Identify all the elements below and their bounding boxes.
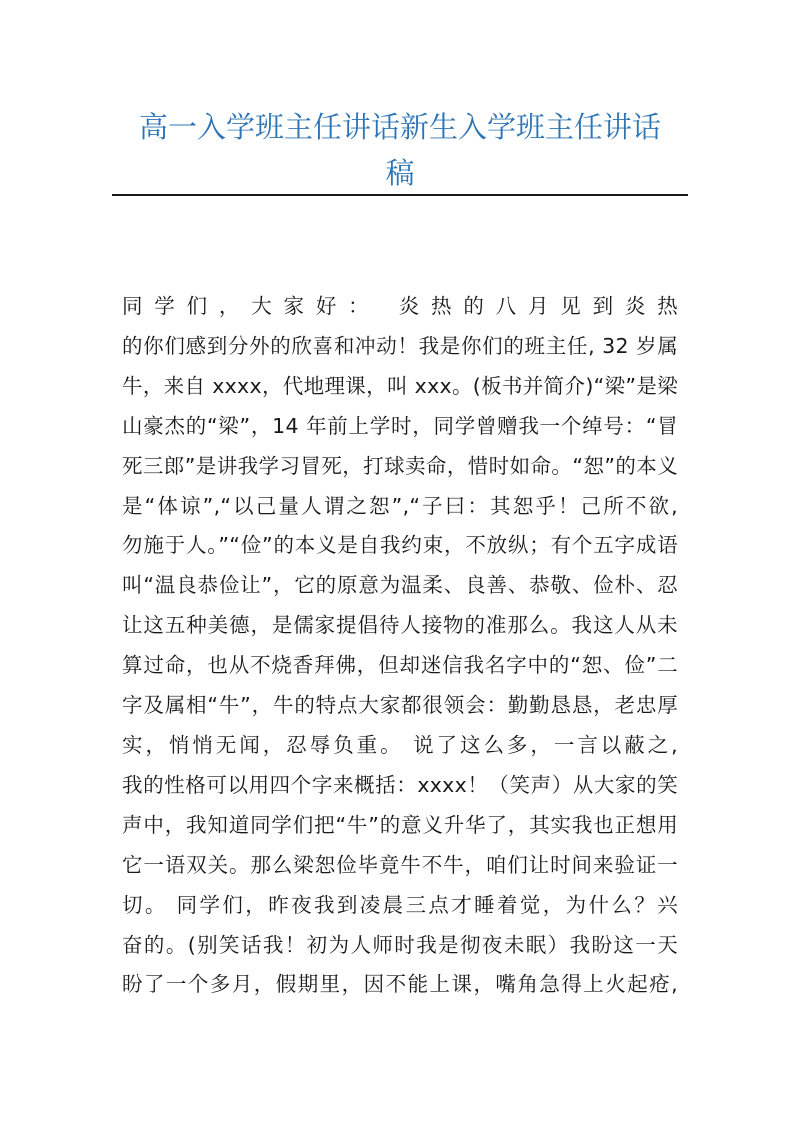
body-line: 实，悄悄无闻，忍辱负重。 说了这么多，一言以蔽之,	[122, 732, 678, 757]
body-line: 我的性格可以用四个字来概括：xxxx！（笑声）从大家的笑	[122, 772, 678, 797]
body-line: 切。 同学们，昨夜我到凌晨三点才睡着觉，为什么？兴	[122, 892, 678, 917]
body-line: 山豪杰的“梁”，14 年前上学时，同学曾赠我一个绰号：“冒	[122, 413, 678, 438]
body-line: 是“体谅”,“以己量人谓之恕”,“子曰：其恕乎！己所不欲,	[122, 493, 678, 518]
body-line: 字及属相“牛”，牛的特点大家都很领会：勤勤恳恳，老忠厚	[122, 693, 678, 718]
body-line: 的你们感到分外的欣喜和冲动！我是你们的班主任, 32 岁属	[122, 333, 678, 358]
title-line-1: 高一入学班主任讲话新生入学班主任讲话	[138, 110, 661, 144]
title-line-2: 稿	[385, 156, 415, 190]
body-line: 盼了一个多月，假期里，因不能上课，嘴角急得上火起疮,	[122, 972, 678, 997]
title-divider	[112, 194, 688, 196]
speech-body	[122, 287, 678, 1005]
body-line: 死三郎”是讲我学习冒死，打球卖命，惜时如命。“恕”的本义	[122, 453, 678, 478]
body-line: 让这五种美德，是儒家提倡待人接物的准那么。我这人从未	[122, 613, 678, 638]
document-title	[112, 104, 688, 196]
body-line: 叫“温良恭俭让”，它的原意为温柔、良善、恭敬、俭朴、忍	[122, 573, 678, 598]
body-line: 勿施于人。”“俭”的本义是自我约束，不放纵；有个五字成语	[122, 533, 678, 558]
body-line: 它一语双关。那么梁恕俭毕竟牛不牛，咱们让时间来验证一	[122, 852, 678, 877]
body-line: 奋的。(别笑话我！初为人师时我是彻夜未眠）我盼这一天	[122, 932, 678, 957]
body-line: 同学们，大家好： 炎热的八月见到炎热	[122, 294, 678, 318]
body-line: 算过命，也从不烧香拜佛，但却迷信我名字中的“恕、俭”二	[122, 653, 678, 678]
body-line: 声中，我知道同学们把“牛”的意义升华了，其实我也正想用	[122, 812, 678, 837]
body-line: 牛，来自 xxxx，代地理课，叫 xxx。(板书并简介)“梁”是梁	[122, 373, 678, 398]
